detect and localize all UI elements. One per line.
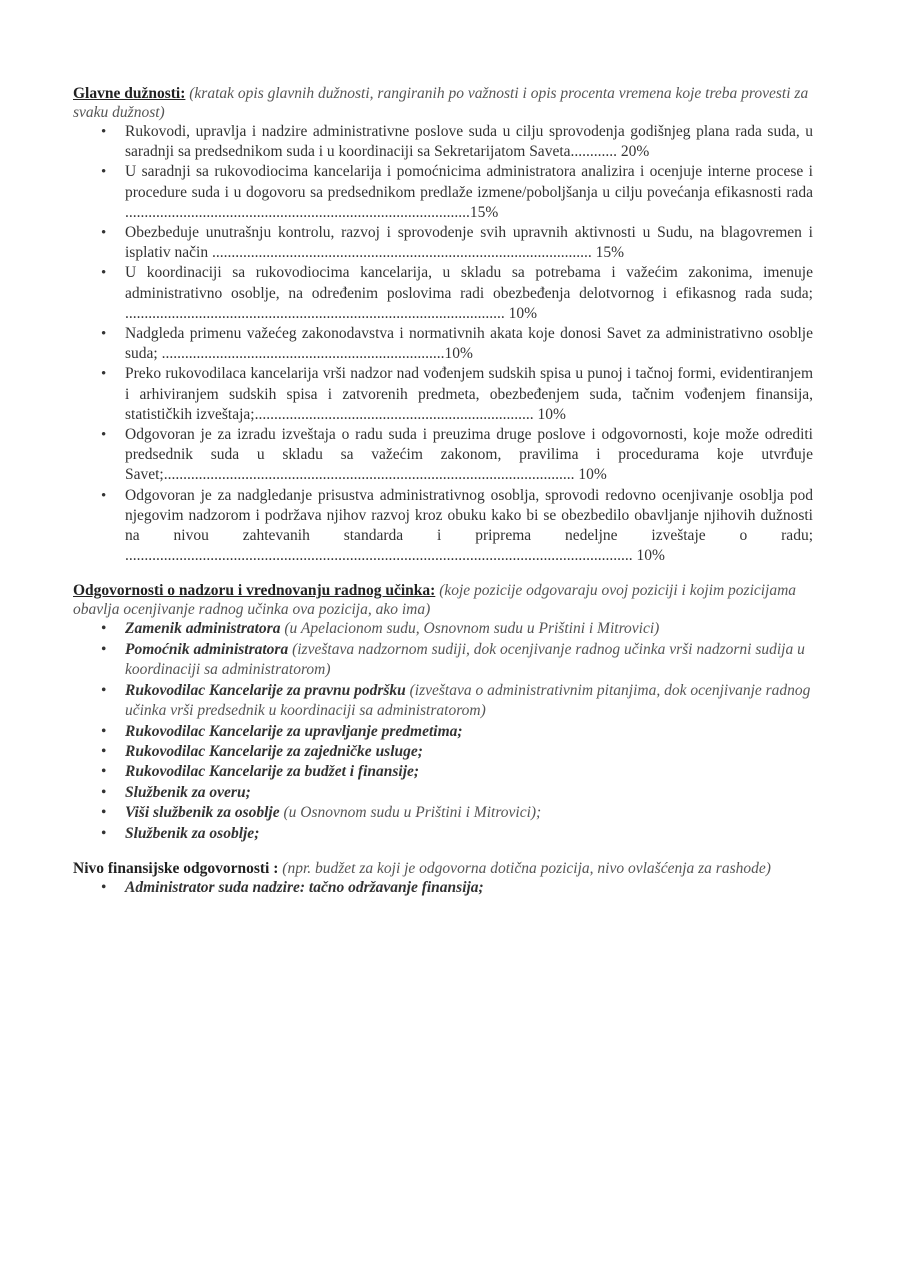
duty-percent: 10% [444, 345, 473, 363]
duty-text: U saradnji sa rukovodiocima kancelarija i pomoćnicima administratora analizira i ocenjuje interne procese i procedure suda i u dogovoru sa predsednikom predlaže izmene/poboljšanja u cilju povećanja efikasnosti rada ......................................................................................... [125, 163, 813, 221]
list-item [125, 619, 813, 639]
duty-percent: 10% [636, 547, 665, 565]
main-duties-heading [73, 84, 813, 122]
duty-percent: 10% [508, 304, 538, 322]
position-title: Zamenik administratora [125, 620, 281, 638]
position-title: Rukovodilac Kancelarije za budžet i finansije; [125, 763, 420, 781]
duty-percent: 15% [595, 244, 624, 262]
list-item [125, 742, 813, 762]
position-title: Službenik za overu; [125, 783, 251, 801]
list-item [125, 122, 813, 162]
duty-percent: 15% [469, 203, 499, 221]
finance-heading [73, 859, 813, 878]
duty-text: Odgovoran je za nadgledanje prisustva administrativnog osoblja, sprovodi redovno ocenjivanje osoblja pod njegovim nadzorom i podržava njihov razvoj kroz obuku kako bi se obezbedilo obavljanje njihovih dužnosti na nivou zahtevanih standarda i priprema nedeljne izveštaje o radu; ................................................................................................................................... [125, 486, 813, 565]
position-note: (izveštava nadzornom sudiji, dok ocenjivanje radnog učinka vrši nadzorni sudija u koordinaciji sa administratorom) [125, 640, 805, 679]
duties-list [73, 122, 813, 566]
position-note: (u Osnovnom sudu u Prištini i Mitrovici); [283, 804, 542, 822]
list-item [125, 263, 813, 324]
duty-percent: 20% [620, 143, 650, 161]
finance-item: Administrator suda nadzire: tačno održavanje finansija; [125, 878, 484, 896]
list-item [125, 762, 813, 782]
list-item [125, 640, 813, 681]
finance-section [73, 859, 813, 898]
supervision-note: (koje pozicije odgovaraju ovoj poziciji i kojim pozicijama obavlja ocenjivanje radnog učinka ova pozicija, ako ima) [73, 582, 797, 619]
position-title: Rukovodilac Kancelarije za pravnu podršku [125, 681, 406, 699]
list-item [125, 364, 813, 425]
list-item [125, 824, 813, 844]
list-item [125, 681, 813, 722]
position-note: (izveštava o administrativnim pitanjima, dok ocenjivanje radnog učinka vrši predsednik u koordinaciji sa administratorom) [125, 681, 811, 720]
main-duties-section [73, 84, 813, 566]
list-item [125, 324, 813, 364]
list-item [125, 162, 813, 223]
position-title: Rukovodilac Kancelarije za zajedničke usluge; [125, 742, 423, 760]
list-item [125, 425, 813, 486]
duty-text: U koordinaciji sa rukovodiocima kancelarija, u skladu sa potrebama i važećim zakonima, imenuje administrativno osoblje, na određenim poslovima radi obezbeđenja delotvornog i efikasnog rada suda; .................................................................................................. [125, 264, 813, 322]
list-item [125, 722, 813, 742]
list-item [125, 878, 813, 898]
duty-percent: 10% [537, 405, 566, 423]
duty-text: Preko rukovodilaca kancelarija vrši nadzor nad vođenjem sudskih spisa u punoj i tačnoj formi, evidentiranjem i arhiviranjem sudskih spisa i zatvorenih predmeta, obezbeđenjem suda, tačnim vođenjem finansija, statističkih izveštaja;........................................................................ [125, 365, 813, 423]
supervision-section [73, 581, 813, 843]
finance-note: (npr. budžet za koji je odgovorna dotična pozicija, nivo ovlašćenja za rashode) [282, 859, 771, 877]
position-title: Rukovodilac Kancelarije za upravljanje predmetima; [125, 722, 463, 740]
position-title: Pomoćnik administratora [125, 640, 289, 658]
main-duties-title: Glavne dužnosti: [73, 85, 186, 102]
position-note: (u Apelacionom sudu, Osnovnom sudu u Prištini i Mitrovici) [284, 620, 660, 638]
main-duties-note: (kratak opis glavnih dužnosti, rangiranih po važnosti i opis procenta vremena koje treba provesti za svaku dužnost) [73, 85, 809, 121]
document-page [73, 84, 813, 898]
list-item [125, 783, 813, 803]
duty-text: Rukovodi, upravlja i nadzire administrativne poslove suda u cilju sprovodenja godišnjeg plana rada suda, u saradnji sa predsednikom suda i u koordinaciji sa Sekretarijatom Saveta............ [125, 123, 813, 161]
supervision-list [73, 619, 813, 843]
list-item [125, 803, 813, 823]
duty-text: Nadgleda primenu važećeg zakonodavstva i normativnih akata koje donosi Savet za administrativno osoblje suda; ......................................................................... [125, 325, 813, 363]
duty-text: Obezbeduje unutrašnju kontrolu, razvoj i sprovodenje svih upravnih aktivnosti u Sudu, na blagovremen i isplativ način .................................................................................................. [125, 224, 813, 262]
list-item [125, 223, 813, 263]
position-title: Viši službenik za osoblje [125, 804, 280, 822]
supervision-title: Odgovornosti o nadzoru i vrednovanju radnog učinka: [73, 582, 436, 600]
duty-percent: 10% [578, 466, 607, 484]
supervision-heading [73, 581, 813, 619]
finance-title: Nivo finansijske odgovornosti : [73, 859, 279, 877]
position-title: Službenik za osoblje; [125, 824, 260, 842]
finance-list [73, 878, 813, 898]
list-item [125, 486, 813, 567]
duty-text: Odgovoran je za izradu izveštaja o radu suda i preuzima druge poslove i odgovornosti, koje može odrediti predsednik suda u skladu sa važećim zakonom, pravilima i procedurama koje utvrđuje Savet;.......................................................................................................... [125, 426, 813, 484]
